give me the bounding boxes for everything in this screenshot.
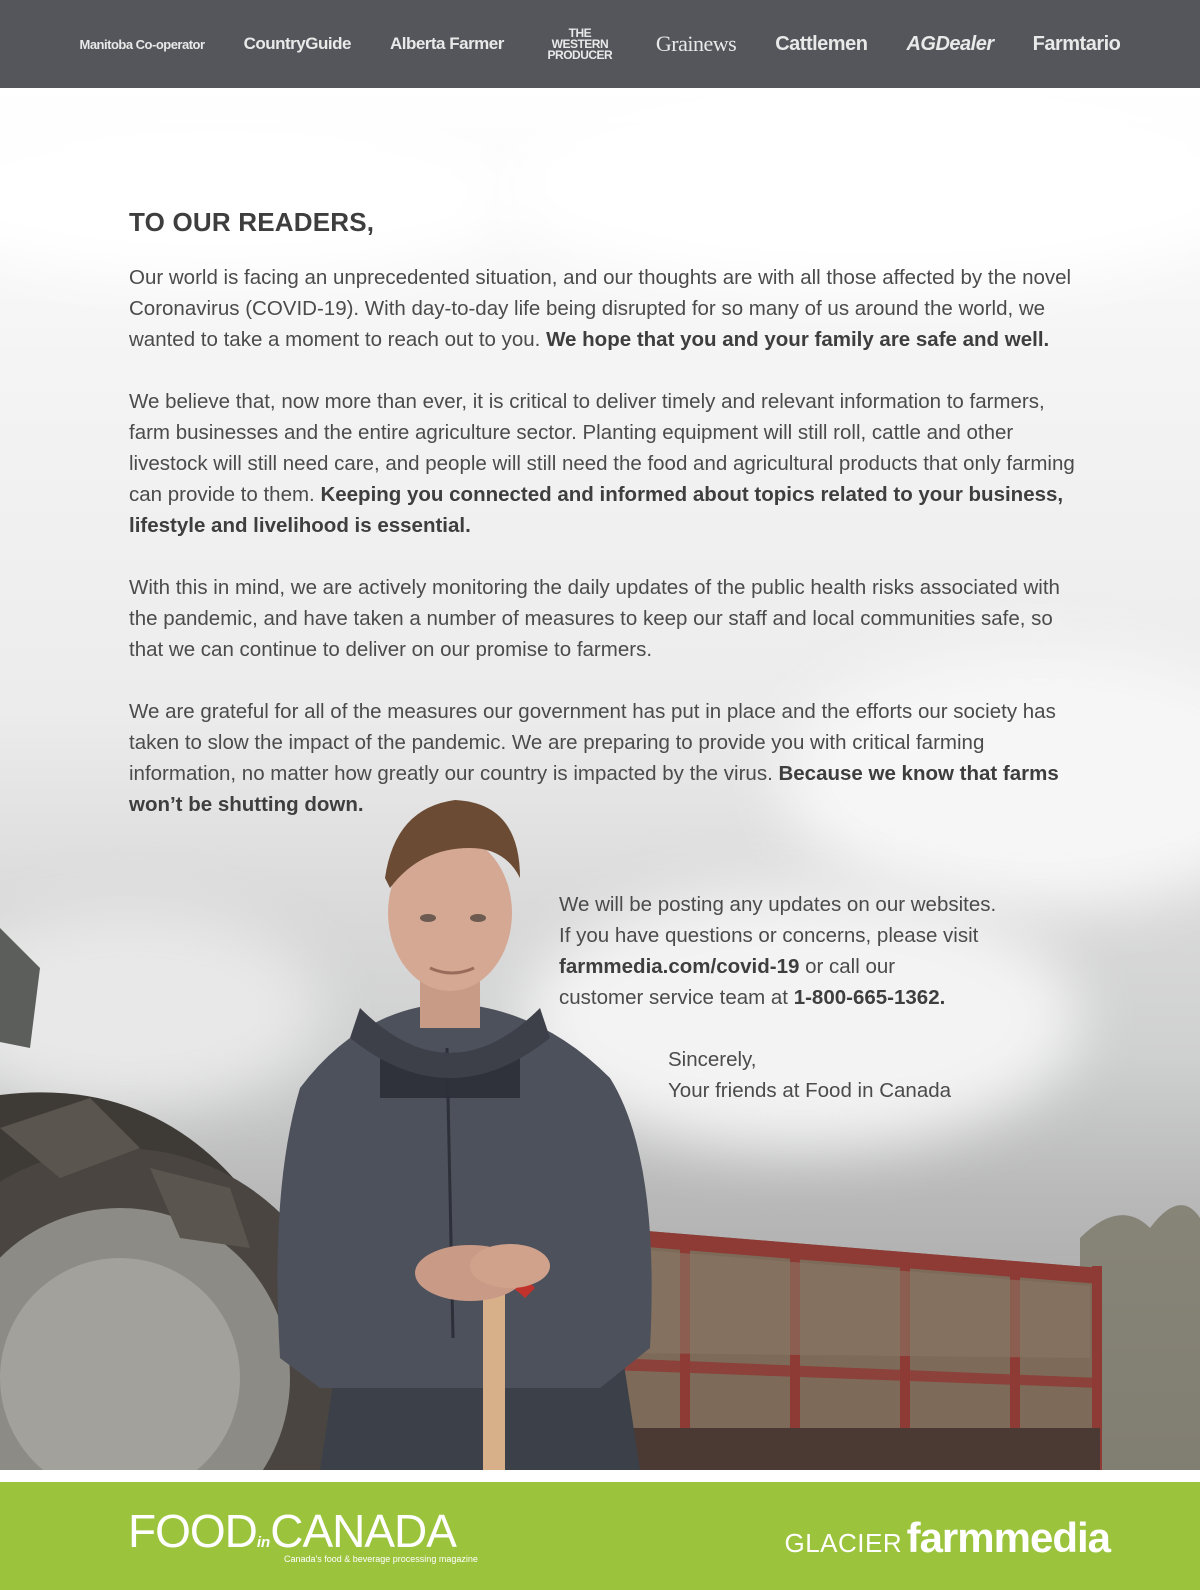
logo-glacier: GLACIER: [784, 1528, 903, 1558]
western-producer-logo[interactable]: THE WESTERN PRODUCER: [547, 25, 613, 62]
paragraph-1-bold: We hope that you and your family are safe and well.: [546, 328, 1050, 351]
paragraph-4: [129, 696, 1084, 820]
contact-line-4: [559, 982, 1079, 1013]
covid-url-link[interactable]: farmmedia.com/covid-19: [559, 955, 800, 978]
paragraph-2: [129, 386, 1084, 541]
contact-line-1: We will be posting any updates on our websites.: [559, 893, 997, 916]
paragraph-4-bold: Because we know that farms won’t be shutting down.: [129, 762, 1059, 816]
signature: Your friends at Food in Canada: [668, 1079, 952, 1102]
logo-in: in: [256, 1534, 271, 1551]
letter-body: [129, 207, 1084, 851]
country-guide-logo[interactable]: CountryGuide: [243, 34, 351, 53]
paragraph-1: [129, 262, 1084, 355]
agdealer-logo[interactable]: AGDealer: [906, 32, 994, 55]
paragraph-1-text: Our world is facing an unprecedented situation, and our thoughts are with all those affected by the novel Coronavirus (COVID-19). With day-to-day life being disrupted for so many of us around the world, we wanted to take a moment to reach out to you.: [129, 266, 1072, 351]
cattlemen-logo[interactable]: Cattlemen: [775, 32, 868, 55]
alberta-farmer-logo[interactable]: Alberta Farmer: [389, 34, 504, 53]
food-in-canada-logo[interactable]: [128, 1505, 478, 1564]
contact-line-3-rest: or call our: [799, 955, 896, 978]
phone-number[interactable]: 1-800-665-1362.: [793, 986, 946, 1009]
contact-line-2: If you have questions or concerns, please visit: [559, 924, 979, 947]
logo-food: FOOD: [128, 1505, 257, 1557]
contact-info: [559, 889, 1079, 1013]
paragraph-3-text: With this in mind, we are actively monitoring the daily updates of the public health risks associated with the pandemic, and have taken a number of measures to keep our staff and local communities safe, so that we can continue to deliver on our promise to farmers.: [129, 576, 1060, 661]
paragraph-3: [129, 572, 1084, 665]
contact-line-4-text: customer service team at: [559, 986, 794, 1009]
publications-bar: [0, 0, 1200, 88]
paragraph-4-text: We are grateful for all of the measures our government has put in place and the efforts our society has taken to slow the impact of the pandemic. We are preparing to provide you with critical farming information, no matter how greatly our country is impacted by the virus.: [129, 700, 1056, 785]
farmtario-logo[interactable]: Farmtario: [1032, 32, 1121, 55]
signoff: [668, 1044, 1088, 1106]
glacier-farmmedia-logo[interactable]: [784, 1514, 1110, 1562]
logo-farmmedia: farmmedia: [906, 1514, 1110, 1561]
closing: Sincerely,: [668, 1048, 757, 1071]
logo-tagline: Canada's food & beverage processing magazine: [284, 1554, 478, 1564]
contact-line-3: [559, 951, 1079, 982]
footer-bar: [0, 1482, 1200, 1590]
letter-heading: TO OUR READERS,: [129, 207, 375, 237]
logo-canada: CANADA: [270, 1505, 456, 1557]
paragraph-2-bold: Keeping you connected and informed about topics related to your business, lifestyle and livelihood is essential.: [129, 483, 1064, 537]
paragraph-2-text: We believe that, now more than ever, it is critical to deliver timely and relevant information to farmers, farm businesses and the entire agriculture sector. Planting equipment will still roll, cattle and other livestock will still need care, and people will still need the food and agricultural products that only farming can provide to them.: [129, 390, 1075, 506]
manitoba-cooperator-logo[interactable]: Manitoba Co-operator: [79, 36, 205, 52]
grainews-logo[interactable]: Grainews: [655, 31, 737, 56]
wagon: [610, 1228, 1102, 1470]
